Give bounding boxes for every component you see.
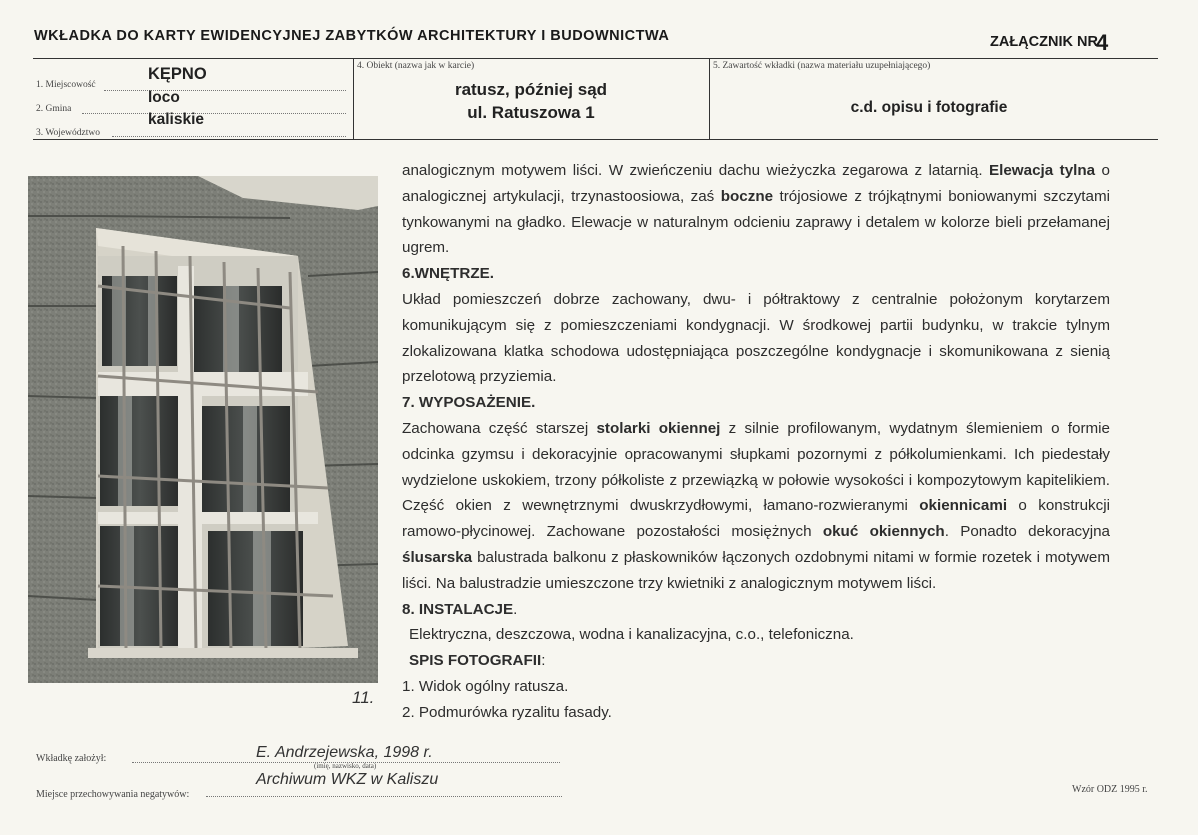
heading-text: SPIS FOTOGRAFII xyxy=(409,652,542,670)
object-label: 4. Obiekt (nazwa jak w karcie) xyxy=(357,61,475,71)
commune-value: loco xyxy=(148,89,180,106)
place-label: 1. Miejscowość xyxy=(36,80,96,90)
bold-term: boczne xyxy=(720,187,774,205)
text-run: balustrada balkonu z płaskowników łączonych ozdobnymi nitami w formie rozetek i motywem liści. Na balustradzie umieszczone trzy kwietniki z analogicznym motywem liści. xyxy=(402,548,1110,592)
photo-list-item-1: 1. Widok ogólny ratusza. xyxy=(402,677,569,695)
bold-term: stolarki okiennej xyxy=(596,419,721,437)
paragraph-equipment xyxy=(402,416,1110,597)
author-label: Wkładkę założył: xyxy=(36,753,107,764)
heading-dot: . xyxy=(513,600,518,618)
section-heading-interior: 6.WNĘTRZE. xyxy=(402,265,494,283)
table-bottom-rule xyxy=(33,139,1158,140)
content-value: c.d. opisu i fotografie xyxy=(850,99,1008,116)
text-run: analogicznym motywem liści. W zwieńczeniu dachu wieżyczka zegarowa z latarnią. xyxy=(402,162,990,179)
text-run: Zachowana część starszej xyxy=(402,419,597,437)
paragraph-installations: Elektryczna, deszczowa, wodna i kanalizacyjna, c.o., telefoniczna. xyxy=(409,626,854,644)
bold-term: okuć okiennych xyxy=(822,523,945,541)
annex-number: 4 xyxy=(1095,30,1109,55)
storage-value: Archiwum WKZ w Kaliszu xyxy=(256,771,439,788)
text-run: o konstrukcji ramowo-płycinowej. Zachowane pozostałości mosiężnych xyxy=(402,497,1110,541)
commune-dots xyxy=(82,113,346,114)
place-dots xyxy=(104,90,346,91)
annex-label-text: ZAŁĄCZNIK NR xyxy=(990,34,1098,50)
window-photo-image xyxy=(28,176,378,683)
photo-list-item-2: 2. Podmurówka ryzalitu fasady. xyxy=(402,703,612,721)
section-heading-installations xyxy=(402,597,1110,623)
paragraph-facade xyxy=(402,158,1110,261)
author-hint: (imię, nazwisko, data) xyxy=(314,762,377,770)
photo-caption: 11. xyxy=(352,688,375,707)
object-name: ratusz, później sąd xyxy=(454,80,608,99)
annex-label xyxy=(990,26,1109,55)
section-heading-equipment: 7. WYPOSAŻENIE. xyxy=(402,394,536,412)
description-text xyxy=(402,158,1110,726)
document-title: WKŁADKA DO KARTY EWIDENCYJNEJ ZABYTKÓW ARCHITEKTURY I BUDOWNICTWA xyxy=(34,28,670,44)
storage-label: Miejsce przechowywania negatywów: xyxy=(36,789,190,800)
commune-label: 2. Gmina xyxy=(36,104,72,114)
window-photo xyxy=(28,176,378,683)
content-label: 5. Zawartość wkładki (nazwa materiału uzupełniającego) xyxy=(713,61,931,71)
photo-list-title xyxy=(402,648,1110,674)
text-run: . Ponadto dekoracyjna xyxy=(944,523,1110,541)
bold-term: ślusarska xyxy=(402,548,473,566)
form-pattern: Wzór ODZ 1995 r. xyxy=(1072,784,1148,795)
bold-term: Elewacja tylna xyxy=(989,162,1096,179)
text-run: o analogicznej artykulacji, trzynastoosiowa, zaś xyxy=(402,162,1110,205)
bold-term: okiennicami xyxy=(919,497,1008,515)
voivodeship-value: kaliskie xyxy=(148,111,205,128)
heading-text: 8. INSTALACJE xyxy=(402,600,514,618)
heading-colon: : xyxy=(541,652,546,670)
voivodeship-dots xyxy=(112,136,346,137)
text-run: trójosiowe z trójkątnymi boniowanymi szczytami tynkowanymi na gładko. Elewacje w naturalnym odcieniu zaprawy i detalem w kolorze bieli przełamanej ugrem. xyxy=(402,187,1110,257)
place-value: KĘPNO xyxy=(148,65,207,83)
paragraph-interior: Układ pomieszczeń dobrze zachowany, dwu- i półtraktowy z centralnie położonym korytarzem komunikującym się z pomieszczeniami kondygnacji. W środkowej partii budynku, w trakcie tylnym zlokalizowana klatka schodowa udostępniająca poszczególne kondygnacje i skomunikowana z sienią przelotową przyziemia. xyxy=(402,290,1110,386)
storage-dots xyxy=(206,796,562,797)
author-value: E. Andrzejewska, 1998 r. xyxy=(256,744,433,761)
object-address: ul. Ratuszowa 1 xyxy=(467,103,595,122)
table-top-rule xyxy=(33,58,1158,59)
text-run: z silnie profilowanym, wydatnym ślemieniem o formie odcinka gzymsu i dekoracyjnie opracowanymi słupkami pozornymi z półkolumienkami. Ich piedestały wydzielone uskokiem, trzony półkoliste z przewiązką w połowie wysokości i kompozytowym kapitelikiem. Część okien z wewnętrznymi dwuskrzydłowymi, łamano-rozwieranymi xyxy=(402,419,1110,515)
voivodeship-label: 3. Województwo xyxy=(36,128,100,138)
